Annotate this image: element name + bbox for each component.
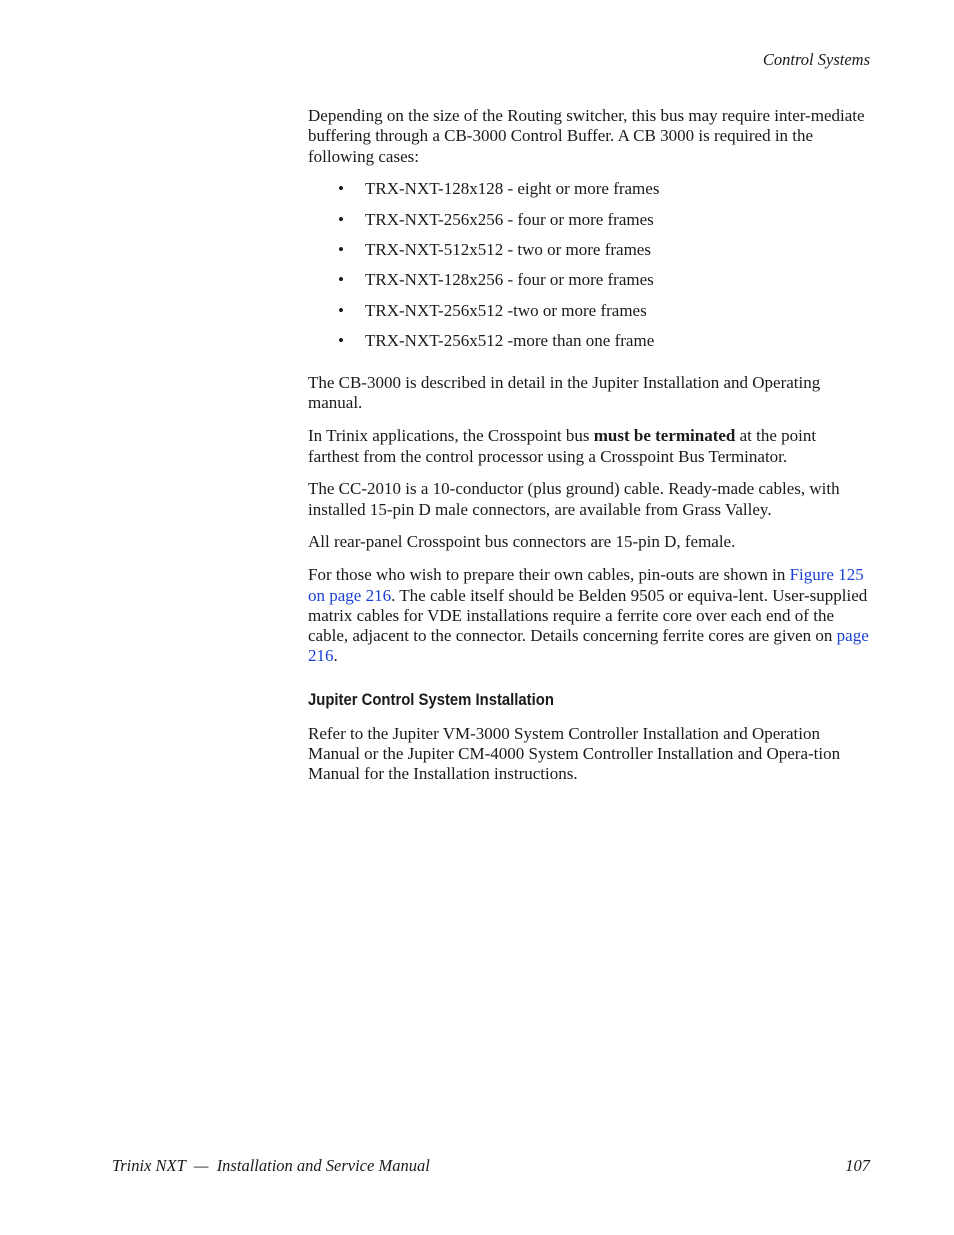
figure-125-link[interactable]: Figure 125 on page 216 [308,565,864,605]
list-item [308,270,870,300]
cb3000-paragraph: The CB-3000 is described in detail in the Jupiter Installation and Operating manual. [308,373,821,413]
connectors-paragraph: All rear-panel Crosspoint bus connectors are 15-pin D, female. [308,532,736,552]
page-content [308,106,870,797]
pinouts-paragraph [308,565,870,666]
termination-text-start: In Trinix applications, the Crosspoint bus [308,426,594,446]
termination-emphasis: must be terminated [593,426,736,446]
section-heading: Jupiter Control System Installation [308,690,554,709]
running-header: Control Systems [762,50,870,69]
cases-list [308,179,870,361]
termination-paragraph [308,426,870,467]
footer-title: Trinix NXT — Installation and Service Manual [112,1156,430,1175]
pinouts-text-end: . [333,646,338,666]
intro-paragraph: Depending on the size of the Routing switcher, this bus may require inter-mediate buffering through a CB-3000 Control Buffer. A CB 3000 is required in the following cases: [308,106,865,166]
list-item-text: TRX-NXT-256x512 -two or more frames [365,300,647,320]
list-item [308,240,870,270]
list-item-text: TRX-NXT-256x256 - four or more frames [365,209,654,229]
refer-paragraph: Refer to the Jupiter VM-3000 System Controller Installation and Operation Manual or the Jupiter CM-4000 System Controller Installation and Opera-tion Manual for the Installation instructions. [308,723,841,784]
bullet-icon: • [338,300,344,320]
pinouts-text-middle: . The cable itself should be Belden 9505 or equiva-lent. User-supplied matrix cables for VDE installations require a ferrite core over each end of the cable, adjacent to the connector. Details concerning ferrite cores are given on [308,585,868,646]
bullet-icon: • [338,270,344,290]
list-item [308,179,870,209]
termination-text-end: at the point farthest from the control processor using a Crosspoint Bus Terminator. [308,426,817,466]
list-item [308,210,870,240]
list-item-text: TRX-NXT-128x256 - four or more frames [365,270,654,290]
list-item-text: TRX-NXT-256x512 -more than one frame [365,330,655,350]
bullet-icon: • [338,330,344,350]
page-number: 107 [845,1156,870,1175]
list-item-text: TRX-NXT-512x512 - two or more frames [365,239,651,259]
list-item [308,301,870,331]
page-216-link[interactable]: page 216 [308,626,869,666]
list-item-text: TRX-NXT-128x128 - eight or more frames [365,179,660,199]
cable-paragraph: The CC-2010 is a 10-conductor (plus ground) cable. Ready-made cables, with installed 15-pin D male connectors, are available from Grass Valley. [308,479,840,519]
list-item [308,331,870,361]
bullet-icon: • [338,209,344,229]
bullet-icon: • [338,179,344,199]
bullet-icon: • [338,239,344,259]
pinouts-text-start: For those who wish to prepare their own cables, pin-outs are shown in [308,565,790,585]
